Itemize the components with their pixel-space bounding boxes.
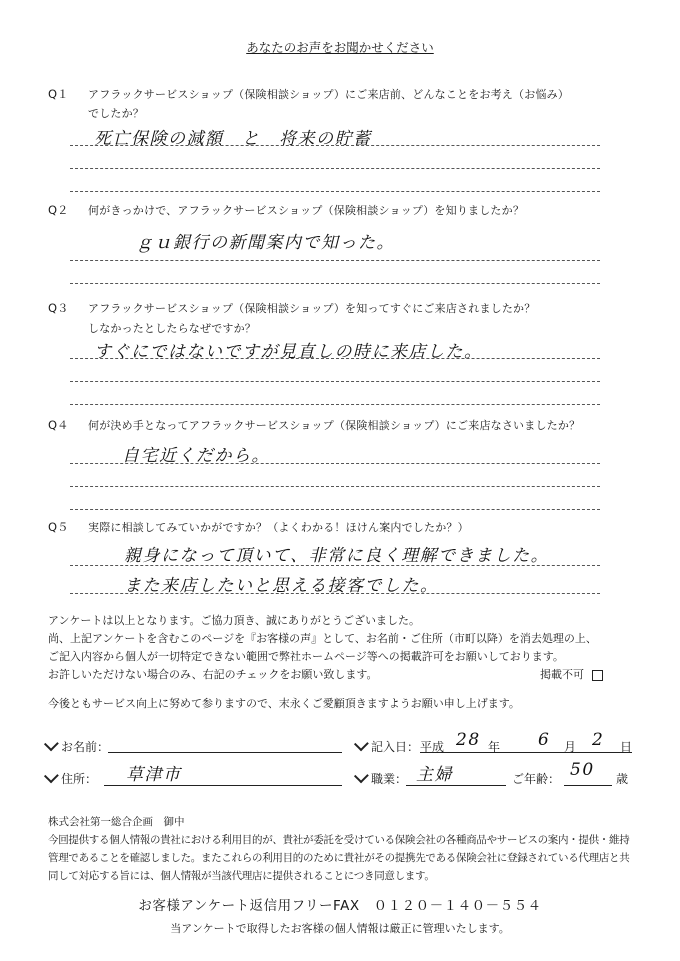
question-number: Q１	[48, 87, 69, 101]
privacy-statement: 当アンケートで取得したお客様の個人情報は厳正に管理いたします。	[170, 922, 510, 935]
notes-thanks: アンケートは以上となります。ご協力頂き、誠にありがとうございました。	[48, 614, 421, 627]
answer-rule	[70, 191, 600, 192]
answer-text[interactable]: ｇｕ銀行の新聞案内で知った。	[136, 233, 395, 253]
job-label: 職業：	[358, 770, 407, 787]
date-underline	[420, 752, 632, 753]
publish-refusal[interactable]	[540, 666, 603, 682]
age-underline	[564, 785, 612, 786]
answer-text[interactable]: 死亡保険の減額 と 将来の貯蓄	[94, 129, 372, 149]
age-label: ご年齢：	[512, 772, 561, 786]
answer-rule	[70, 593, 600, 594]
answer-text[interactable]: 親身になって頂いて、非常に良く理解できました。	[124, 546, 550, 566]
address-label: 住所：	[48, 770, 97, 787]
address-underline	[104, 785, 342, 786]
date-month[interactable]: 6	[538, 730, 551, 750]
answer-rule	[70, 381, 600, 382]
answer-rule	[70, 168, 600, 169]
question-number: Q５	[48, 520, 69, 534]
date-label: 記入日：	[358, 738, 419, 755]
answer-text-2[interactable]: また来店したいと思える接客でした。	[124, 576, 439, 596]
question-text: 何が決め手となってアフラックサービスショップ（保険相談ショップ）にご来店なさいましたか？	[88, 419, 581, 432]
privacy-consent-cont: 管理であることを確認しました。またこれらの利用目的のために貴社がその提携先である保険会社に登録されている代理店と共	[48, 852, 630, 864]
answer-rule	[70, 463, 600, 464]
answer-text[interactable]: すぐにではないですが見直しの時に来店した。	[94, 342, 483, 362]
job-value[interactable]: 主婦	[416, 765, 453, 785]
age-value[interactable]: 50	[570, 760, 595, 780]
question-number: Q３	[48, 301, 69, 315]
answer-rule	[70, 509, 600, 510]
answer-rule	[70, 283, 600, 284]
publish-refusal-label: 掲載不可	[540, 668, 584, 681]
notes-permission: 尚、上記アンケートを含むこのページを『お客様の声』として、お名前・ご住所（市町以降）を消去処理の上、	[48, 632, 597, 645]
notes-permission-cont: ご記入内容から個人が一切特定できない範囲で弊社ホームページ等への掲載許可をお願いしております。	[48, 650, 564, 663]
question-text: アフラックサービスショップ（保険相談ショップ）を知ってすぐにご来店されましたか？	[88, 302, 536, 315]
date-month-unit: 月	[564, 740, 577, 754]
date-day-unit: 日	[620, 740, 633, 754]
privacy-consent-end: 同して対応する旨には、個人情報が当該代理店に提供されることにつき同意します。	[48, 870, 435, 882]
date-year[interactable]: 28	[456, 730, 481, 750]
privacy-consent: 今回提供する個人情報の貴社における利用目的が、貴社が委託を受けている保険会社の各種商品やサービスの案内・提供・維持	[48, 834, 630, 846]
check-mark-icon	[354, 736, 369, 751]
answer-rule	[70, 565, 600, 566]
notes-checkbox-instruction: お許しいただけない場合のみ、右記のチェックをお願い致します。	[48, 668, 378, 681]
question-text-cont: しなかったとしたらなぜですか？	[88, 322, 256, 335]
date-day[interactable]: 2	[592, 730, 605, 750]
page-title: あなたのお声をお聞かせください	[246, 40, 434, 55]
question-text: アフラックサービスショップ（保険相談ショップ）にご来店前、どんなことをお考え（お悩み）	[88, 88, 570, 101]
closing-message: 今後ともサービス向上に努めて参りますので、末永くご愛顧頂きますようお願い申し上げます。	[48, 697, 520, 710]
name-underline	[108, 752, 342, 753]
answer-rule	[70, 260, 600, 261]
question-number: Q４	[48, 418, 69, 432]
check-mark-icon	[44, 736, 59, 751]
company-name: 株式会社第一総合企画 御中	[48, 816, 185, 828]
fax-number: お客様アンケート返信用フリーFAX ０１２０－１４０－５５４	[138, 898, 542, 914]
address-value[interactable]: 草津市	[126, 765, 182, 785]
question-text: 実際に相談してみていかがですか？（よくわかる！ほけん案内でしたか？）	[88, 521, 469, 534]
question-text: 何がきっかけで、アフラックサービスショップ（保険相談ショップ）を知りましたか？	[88, 204, 525, 217]
name-label: お名前：	[48, 738, 109, 755]
check-mark-icon	[44, 768, 59, 783]
answer-rule	[70, 486, 600, 487]
age-unit: 歳	[616, 772, 629, 786]
date-year-unit: 年	[488, 740, 501, 754]
answer-rule	[70, 358, 600, 359]
check-mark-icon	[354, 768, 369, 783]
job-underline	[406, 785, 506, 786]
question-number: Q２	[48, 203, 69, 217]
question-text-cont: でしたか？	[88, 107, 144, 120]
publish-refusal-checkbox[interactable]	[592, 670, 603, 681]
answer-rule	[70, 404, 600, 405]
answer-rule	[70, 145, 600, 146]
answer-text[interactable]: 自宅近くだから。	[122, 446, 270, 466]
date-era: 平成	[420, 740, 445, 754]
